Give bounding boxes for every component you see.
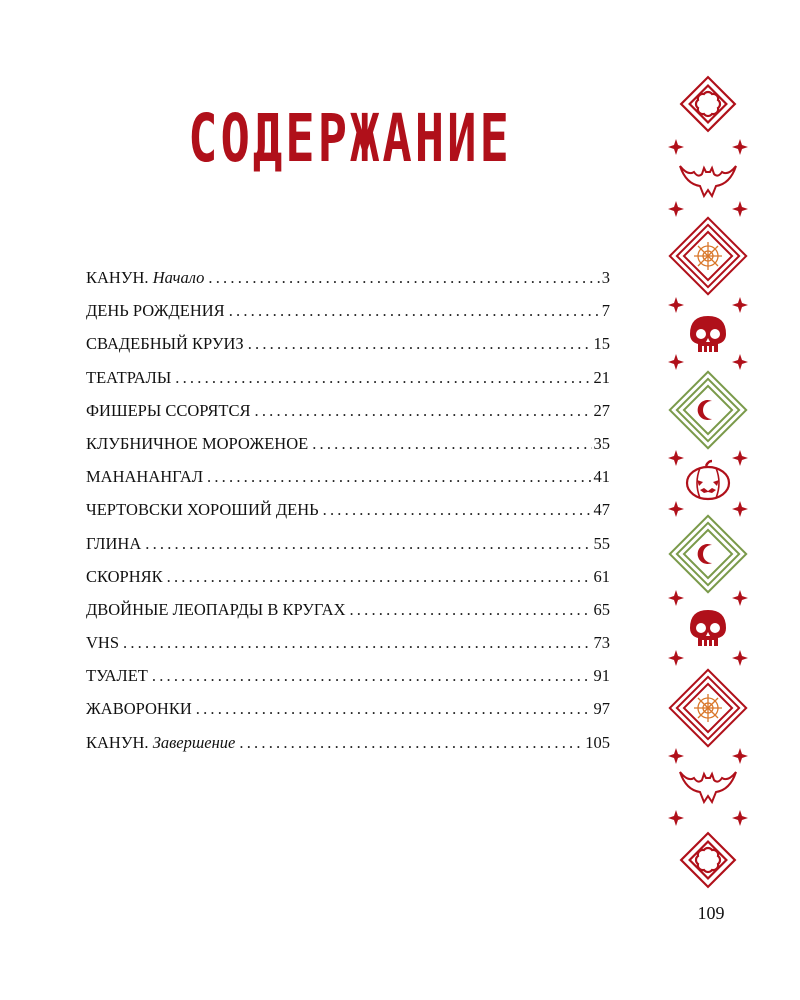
- toc-entry-label: КАНУН. Начало: [86, 268, 205, 287]
- toc-entry-label: ЧЕРТОВСКИ ХОРОШИЙ ДЕНЬ: [86, 500, 319, 520]
- toc-entry-page: 21: [593, 367, 610, 387]
- sparkle-icon: [668, 354, 748, 370]
- toc-entry-page: 105: [585, 732, 610, 752]
- toc-entry: [86, 733, 610, 766]
- toc-entry: [86, 567, 610, 600]
- toc-entry: [86, 434, 610, 467]
- toc-entry-label: ТЕАТРАЛЫ: [86, 367, 172, 387]
- toc-entry: [86, 401, 610, 434]
- toc-entry-page: 61: [593, 566, 610, 586]
- toc-entry: [86, 534, 610, 567]
- toc-entry-page: 73: [593, 633, 610, 653]
- toc-entry-label: ФИШЕРЫ ССОРЯТСЯ: [86, 400, 251, 420]
- sparkle-icon: [668, 139, 748, 155]
- spiderweb-icon: [670, 670, 746, 746]
- sparkle-icon: [668, 650, 748, 666]
- toc-entry-label: КАНУН. Завершение: [86, 732, 236, 752]
- dot-leader: [349, 600, 591, 620]
- dot-leader: [208, 268, 599, 288]
- dot-leader: [207, 467, 591, 487]
- table-of-contents: [86, 268, 610, 766]
- toc-entry-page: 27: [593, 400, 610, 420]
- dot-leader: [255, 401, 592, 421]
- toc-entry-label: МАНАНАНГАЛ: [86, 467, 204, 487]
- toc-entry: [86, 699, 610, 732]
- quatrefoil-icon: [681, 833, 735, 887]
- toc-entry-page: 97: [593, 699, 610, 719]
- toc-entry-page: 41: [593, 467, 610, 487]
- dot-leader: [312, 434, 591, 454]
- toc-entry-page: 65: [593, 599, 610, 619]
- sparkle-icon: [668, 748, 748, 764]
- skull-icon: [690, 610, 726, 646]
- toc-entry: [86, 334, 610, 367]
- page-title: СОДЕРЖАНИЕ: [188, 100, 512, 177]
- page-number: 109: [697, 903, 725, 923]
- toc-entry: [86, 301, 610, 334]
- toc-entry: [86, 600, 610, 633]
- quatrefoil-icon: [681, 77, 735, 131]
- toc-entry-page: 91: [593, 666, 610, 686]
- toc-entry-page: 15: [593, 334, 610, 354]
- bat-icon: [680, 772, 736, 802]
- toc-entry: [86, 467, 610, 500]
- crescent-icon: [670, 372, 746, 448]
- toc-entry: [86, 633, 610, 666]
- toc-entry-label: КЛУБНИЧНОЕ МОРОЖЕНОЕ: [86, 433, 309, 453]
- dot-leader: [196, 699, 592, 719]
- crescent-icon: [670, 516, 746, 592]
- toc-entry-label: СВАДЕБНЫЙ КРУИЗ: [86, 334, 244, 354]
- dot-leader: [145, 534, 591, 554]
- toc-entry-label: VHS: [86, 633, 120, 653]
- dot-leader: [248, 334, 592, 354]
- sparkle-icon: [668, 201, 748, 217]
- dot-leader: [152, 666, 592, 686]
- dot-leader: [229, 301, 600, 321]
- pumpkin-icon: [687, 461, 729, 499]
- dot-leader: [175, 368, 591, 388]
- dot-leader: [323, 500, 592, 520]
- toc-entry-label: ДВОЙНЫЕ ЛЕОПАРДЫ В КРУГАХ: [86, 599, 346, 619]
- toc-entry: [86, 368, 610, 401]
- dot-leader: [123, 633, 591, 653]
- toc-entry-label: ЖАВОРОНКИ: [86, 699, 192, 719]
- toc-entry-label: СКОРНЯК: [86, 566, 163, 586]
- toc-entry: [86, 500, 610, 533]
- toc-entry: [86, 666, 610, 699]
- sparkle-icon: [668, 810, 748, 826]
- dot-leader: [167, 567, 592, 587]
- bat-icon: [680, 166, 736, 196]
- skull-icon: [690, 316, 726, 352]
- toc-entry-page: 55: [593, 533, 610, 553]
- toc-entry-page: 3: [601, 268, 610, 287]
- decorative-border: [660, 70, 760, 900]
- toc-entry-label: ТУАЛЕТ: [86, 666, 148, 686]
- toc-entry-page: 47: [593, 500, 610, 520]
- sparkle-icon: [668, 297, 748, 313]
- toc-entry-label: ГЛИНА: [86, 533, 142, 553]
- toc-entry-page: 7: [601, 301, 610, 321]
- spiderweb-icon: [670, 218, 746, 294]
- toc-entry-label: ДЕНЬ РОЖДЕНИЯ: [86, 301, 225, 321]
- dot-leader: [239, 733, 583, 753]
- toc-entry: [86, 268, 610, 301]
- toc-entry-page: 35: [593, 433, 610, 453]
